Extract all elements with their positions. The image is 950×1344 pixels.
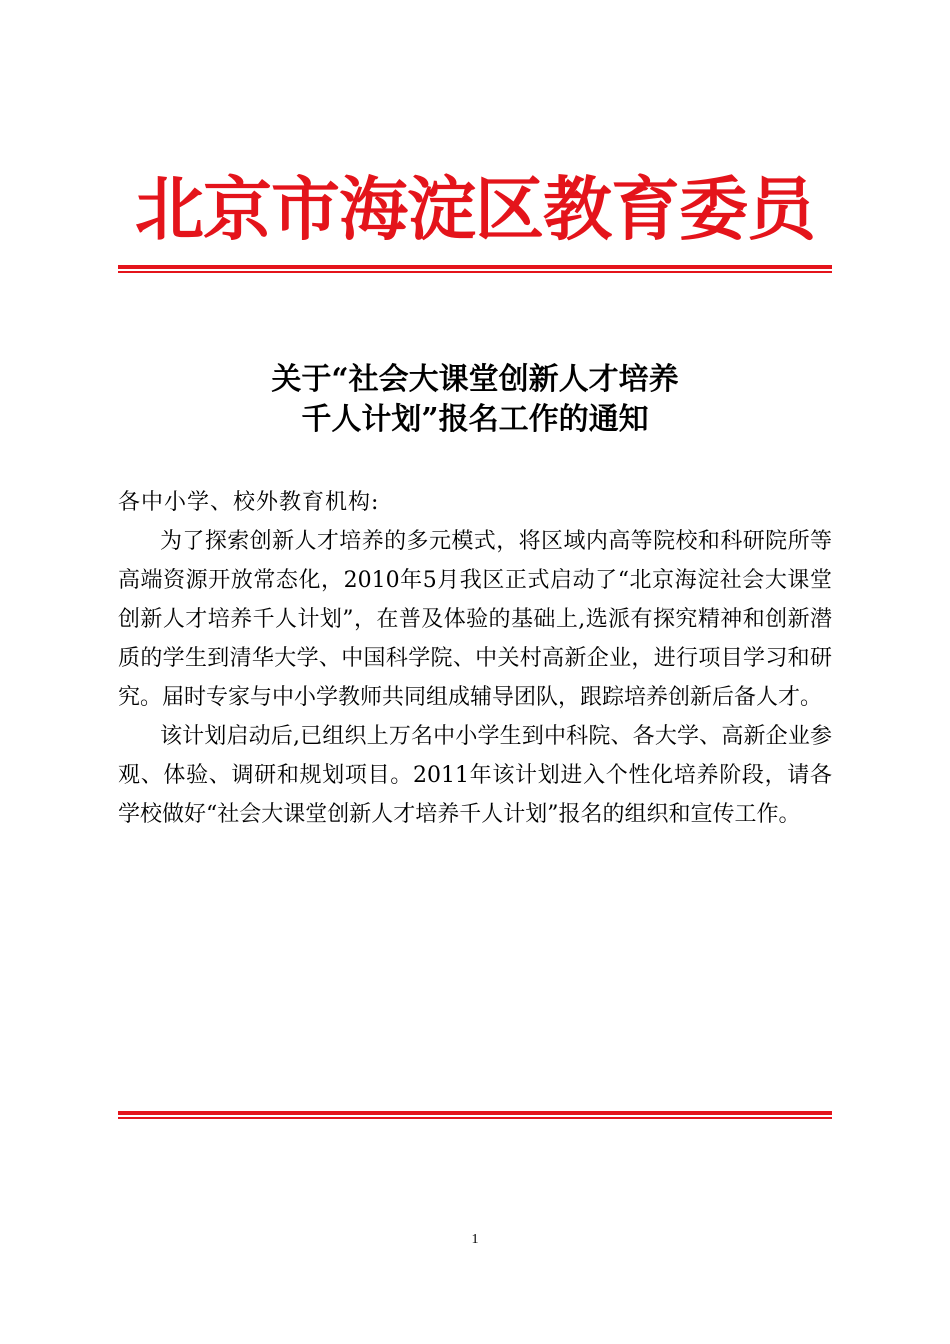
notice-title [118, 360, 832, 440]
body-paragraph-2: 该计划启动后,已组织上万名中小学生到中科院、各大学、高新企业参观、体验、调研和规划项目。2011年该计划进入个性化培养阶段，请各学校做好“社会大课堂创新人才培养千人计划”报名的组织和宣传工作。 [118, 724, 832, 827]
divider-thin-line [118, 1117, 832, 1119]
notice-title-line-1: 关于“社会大课堂创新人才培养 [271, 362, 679, 397]
notice-title-line-2: 千人计划”报名工作的通知 [301, 402, 649, 437]
divider-thick-line [118, 1111, 832, 1115]
divider-thin-line [118, 271, 832, 273]
footer-divider [118, 1111, 832, 1119]
salutation: 各中小学、校外教育机构: [118, 490, 380, 515]
notice-body [118, 483, 832, 834]
divider-thick-line [118, 265, 832, 269]
letterhead-title: 北京市海淀区教育委员 [135, 169, 815, 250]
letterhead-divider-top [118, 265, 832, 273]
body-paragraph-1: 为了探索创新人才培养的多元模式，将区域内高等院校和科研院所等高端资源开放常态化，2010年5月我区正式启动了“北京海淀社会大课堂创新人才培养千人计划”，在普及体验的基础上,选派有探究精神和创新潜质的学生到清华大学、中国科学院、中关村高新企业，进行项目学习和研究。届时专家与中小学教师共同组成辅导团队，跟踪培养创新后备人才。 [118, 529, 832, 710]
page-number: 1 [471, 1232, 479, 1247]
